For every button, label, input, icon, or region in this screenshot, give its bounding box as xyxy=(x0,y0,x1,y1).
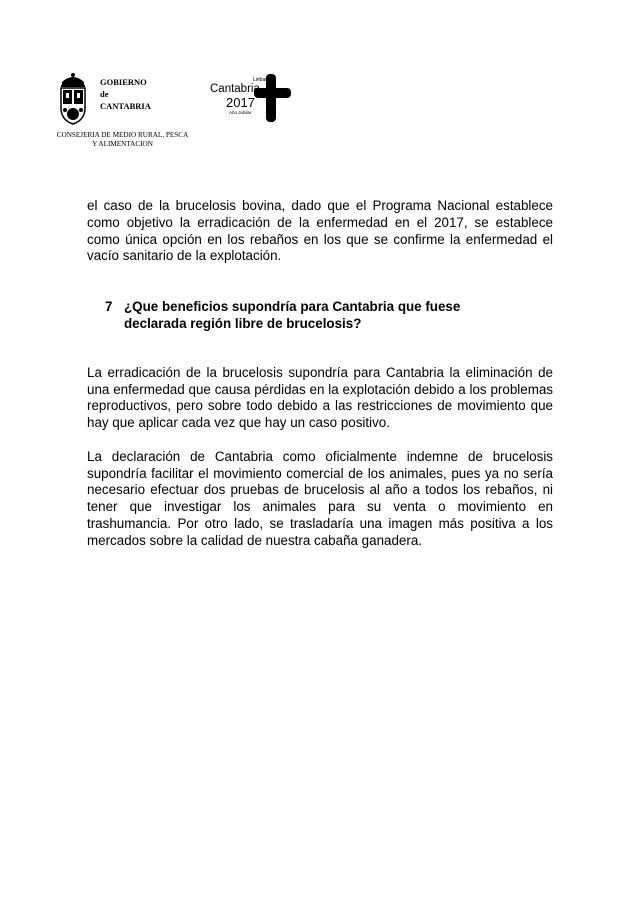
answer-paragraph-1: La erradicación de la brucelosis supondría para Cantabria la eliminación de una enfermedad que causa pérdidas en la explotación debido a los problemas reproductivos, pero sobre todo debido a las restricciones de movimiento que hay que aplicar cada vez que hay un caso positivo. xyxy=(87,364,553,431)
jubilee-2017-logo xyxy=(207,72,297,124)
coat-of-arms-icon xyxy=(58,72,88,128)
logo-top-word: Liébana xyxy=(253,77,271,83)
department-line-2: Y ALIMENTACION xyxy=(92,140,153,148)
continued-paragraph: el caso de la brucelosis bovina, dado que el Programa Nacional establece como objetivo la erradicación de la enfermedad en el 2017, se establece como única opción en los rebaños en los que se confirme la enfermedad el vacío sanitario de la explotación. xyxy=(87,198,553,264)
logo-main-word: Cantabria xyxy=(210,83,260,95)
department-line-1: CONSEJERIA DE MEDIO RURAL, PESCA xyxy=(56,131,189,139)
gov-line-1: GOBIERNO xyxy=(100,77,147,87)
document-body xyxy=(87,198,553,550)
department-name xyxy=(40,131,205,149)
question-heading xyxy=(105,299,553,333)
gov-line-2: de xyxy=(100,89,109,99)
logo-year: 2017 xyxy=(226,95,255,110)
answer-paragraph-2: La declaración de Cantabria como oficialmente indemne de brucelosis supondría facilitar el movimiento comercial de los animales, pues ya no sería necesario efectuar dos pruebas de brucelosis al año a todos los rebaños, ni tener que investigar los animales para su venta o movimiento en trashumancia. Por otro lado, se trasladaría una imagen más positiva a los mercados sobre la calidad de nuestra cabaña ganadera. xyxy=(87,448,553,548)
question-number: 7 xyxy=(105,299,113,315)
gov-line-3: CANTABRIA xyxy=(100,101,151,111)
logo-tagline: Año Jubilar xyxy=(229,110,252,115)
government-name xyxy=(100,76,151,112)
question-text: ¿Que beneficios supondría para Cantabria que fuese declarada región libre de brucelosis? xyxy=(124,299,461,331)
